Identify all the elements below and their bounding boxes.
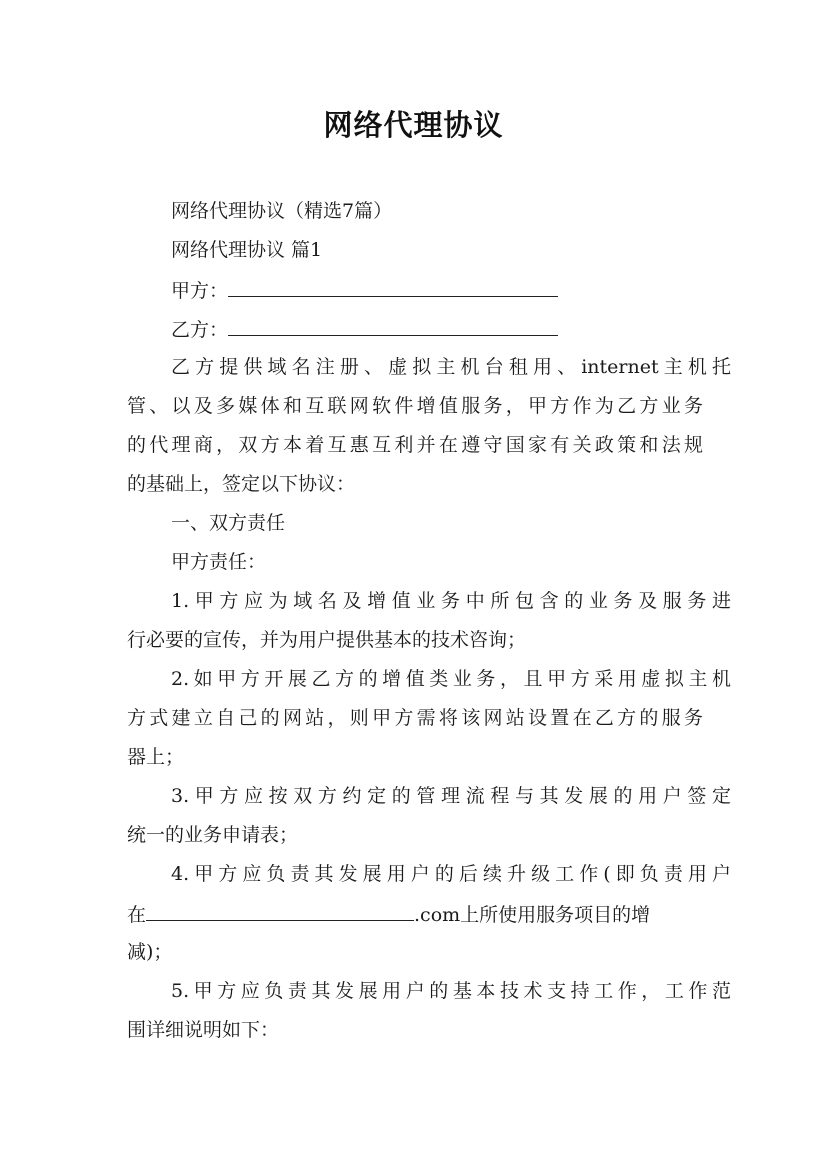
list-item-line: 行必要的宣传，并为用户提供基本的技术咨询； (127, 629, 527, 651)
list-item-line: 3.甲方应按双方约定的管理流程与其发展的用户签定 (171, 785, 731, 807)
party-a-line (171, 276, 731, 302)
party-b-line (171, 315, 731, 341)
party-a-label: 甲方： (171, 280, 229, 302)
paragraph-line: 管、以及多媒体和互联网软件增值服务，甲方作为乙方业务 (127, 395, 703, 417)
section-heading: 一、双方责任 (171, 512, 286, 534)
list-item-line: 减)； (127, 941, 173, 963)
party-b-label: 乙方： (171, 319, 229, 341)
list-item-line: 统一的业务申请表； (127, 824, 299, 846)
page-title: 网络代理协议 (323, 108, 504, 142)
list-item-line: 2.如甲方开展乙方的增值类业务，且甲方采用虚拟主机 (171, 668, 731, 690)
list-item-line: 1.甲方应为域名及增值业务中所包含的业务及服务进 (171, 590, 731, 612)
list-item-line (127, 900, 703, 926)
paragraph-line: 乙方提供域名注册、虚拟主机台租用、internet主机托 (171, 356, 731, 378)
paragraph-line: 的基础上，签定以下协议： (127, 473, 356, 495)
party-b-blank (228, 315, 558, 336)
list-item-text: 在 (127, 904, 147, 926)
party-a-blank (228, 276, 558, 297)
paragraph-line: 的代理商，双方本着互惠互利并在遵守国家有关政策和法规 (127, 434, 703, 456)
list-item-line: 5.甲方应负责其发展用户的基本技术支持工作，工作范 (171, 980, 731, 1002)
list-item-line: 方式建立自己的网站，则甲方需将该网站设置在乙方的服务 (127, 707, 703, 729)
domain-blank (146, 900, 414, 921)
subsection-heading: 甲方责任： (171, 551, 267, 573)
subtitle-line: 网络代理协议（精选7篇） (171, 200, 393, 222)
list-item-text: .com上所使用服务项目的增 (414, 904, 651, 926)
section-heading: 网络代理协议 篇1 (171, 239, 323, 261)
list-item-line: 器上； (127, 746, 185, 768)
list-item-line: 4.甲方应负责其发展用户的后续升级工作(即负责用户 (171, 863, 731, 885)
list-item-line: 围详细说明如下： (127, 1019, 280, 1041)
